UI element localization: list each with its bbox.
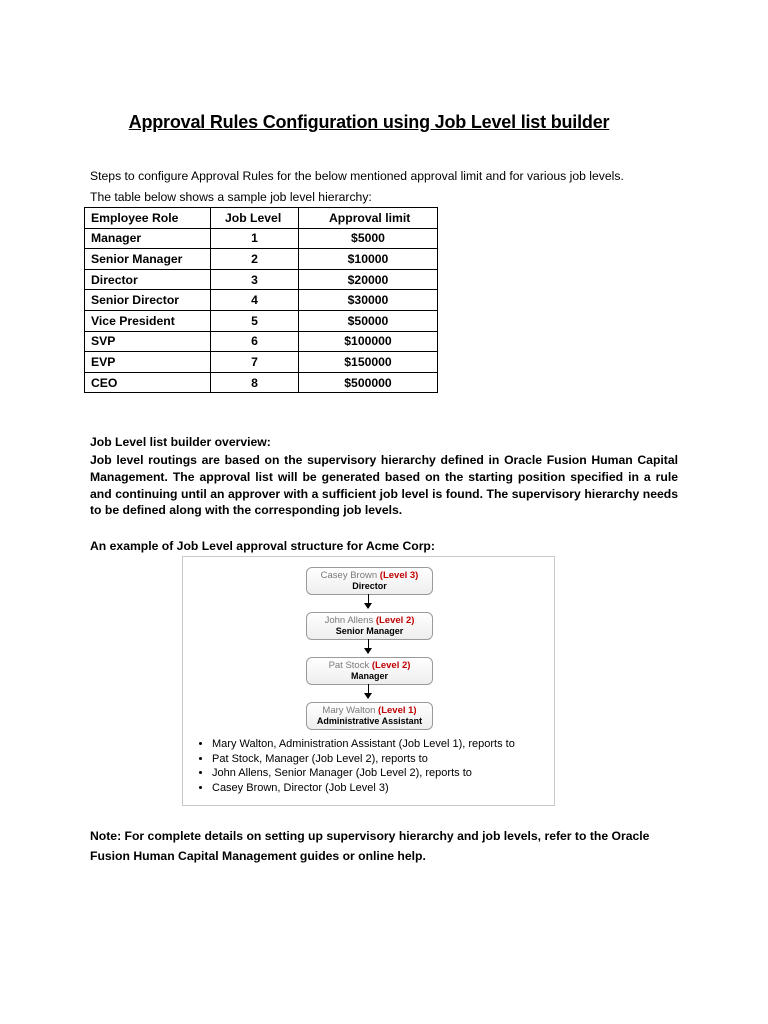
intro-line-2: The table below shows a sample job level hierarchy: xyxy=(90,190,372,204)
limit-cell: $20000 xyxy=(299,269,438,290)
arrow-down xyxy=(368,594,369,608)
level-cell: 7 xyxy=(211,352,299,373)
overview-body: Job level routings are based on the supervisory hierarchy defined in Oracle Fusion Human Capital Management. The approval list will be generated based on the starting position specified in a rule and continuing until an approver with a sufficient job level is found. The supervisory hierarchy needs to be defined along with the corresponding job levels. xyxy=(90,453,678,518)
limit-cell: $5000 xyxy=(299,228,438,249)
node-level: (Level 1) xyxy=(378,705,417,716)
limit-cell: $150000 xyxy=(299,352,438,373)
list-item: • Casey Brown, Director (Job Level 3) xyxy=(212,781,515,796)
note-text: For complete details on setting up supervisory hierarchy and job levels, refer to the Oracle Fusion Human Capital Management guides or online help. xyxy=(90,829,650,863)
role-cell: Manager xyxy=(85,228,211,249)
table-row xyxy=(85,310,438,331)
table-header-row xyxy=(85,208,438,229)
node-level: (Level 3) xyxy=(379,570,419,581)
role-cell: EVP xyxy=(85,352,211,373)
hierarchy-node xyxy=(306,612,433,640)
level-cell: 8 xyxy=(211,372,299,393)
hierarchy-node xyxy=(306,567,433,595)
limit-cell: $100000 xyxy=(299,331,438,352)
node-role: Senior Manager xyxy=(335,626,404,636)
role-cell: Senior Director xyxy=(85,290,211,311)
note-paragraph xyxy=(90,826,690,866)
table-row xyxy=(85,249,438,270)
limit-cell: $10000 xyxy=(299,249,438,270)
column-header: Job Level xyxy=(211,208,299,229)
table-row xyxy=(85,352,438,373)
list-item: • Mary Walton, Administration Assistant (Job Level 1), reports to xyxy=(212,737,515,752)
limit-cell: $500000 xyxy=(299,372,438,393)
level-cell: 2 xyxy=(211,249,299,270)
table-row xyxy=(85,372,438,393)
level-cell: 4 xyxy=(211,290,299,311)
table-row xyxy=(85,331,438,352)
node-role: Director xyxy=(352,581,387,591)
node-level: (Level 2) xyxy=(375,615,415,626)
hierarchy-diagram xyxy=(182,556,555,806)
node-name: Mary Walton xyxy=(322,705,376,716)
example-heading: An example of Job Level approval structure for Acme Corp: xyxy=(90,539,435,553)
hierarchy-node xyxy=(306,657,433,685)
level-cell: 3 xyxy=(211,269,299,290)
table-row xyxy=(85,290,438,311)
hierarchy-node xyxy=(306,702,433,730)
overview-heading: Job Level list builder overview: xyxy=(90,435,271,449)
role-cell: Senior Manager xyxy=(85,249,211,270)
arrow-down xyxy=(368,684,369,698)
level-cell: 1 xyxy=(211,228,299,249)
level-cell: 5 xyxy=(211,310,299,331)
node-name: Pat Stock xyxy=(328,660,370,671)
limit-cell: $30000 xyxy=(299,290,438,311)
role-cell: CEO xyxy=(85,372,211,393)
table-row xyxy=(85,269,438,290)
document-title: Approval Rules Configuration using Job Level list builder xyxy=(128,112,610,132)
table-row xyxy=(85,228,438,249)
note-label: Note: xyxy=(90,829,122,843)
node-role: Manager xyxy=(350,671,388,681)
node-name: Casey Brown xyxy=(320,570,378,581)
node-name: John Allens xyxy=(324,615,374,626)
job-level-table xyxy=(84,207,438,393)
role-cell: SVP xyxy=(85,331,211,352)
list-item: • Pat Stock, Manager (Job Level 2), reports to xyxy=(212,752,515,767)
column-header: Approval limit xyxy=(299,208,438,229)
reports-list xyxy=(195,737,515,795)
node-level: (Level 2) xyxy=(371,660,411,671)
node-role: Administrative Assistant xyxy=(316,716,423,726)
arrow-down xyxy=(368,639,369,653)
limit-cell: $50000 xyxy=(299,310,438,331)
role-cell: Director xyxy=(85,269,211,290)
column-header: Employee Role xyxy=(85,208,211,229)
list-item: • John Allens, Senior Manager (Job Level 2), reports to xyxy=(212,766,515,781)
role-cell: Vice President xyxy=(85,310,211,331)
intro-line-1: Steps to configure Approval Rules for the below mentioned approval limit and for various job levels. xyxy=(90,169,624,183)
table-body xyxy=(85,228,438,393)
level-cell: 6 xyxy=(211,331,299,352)
